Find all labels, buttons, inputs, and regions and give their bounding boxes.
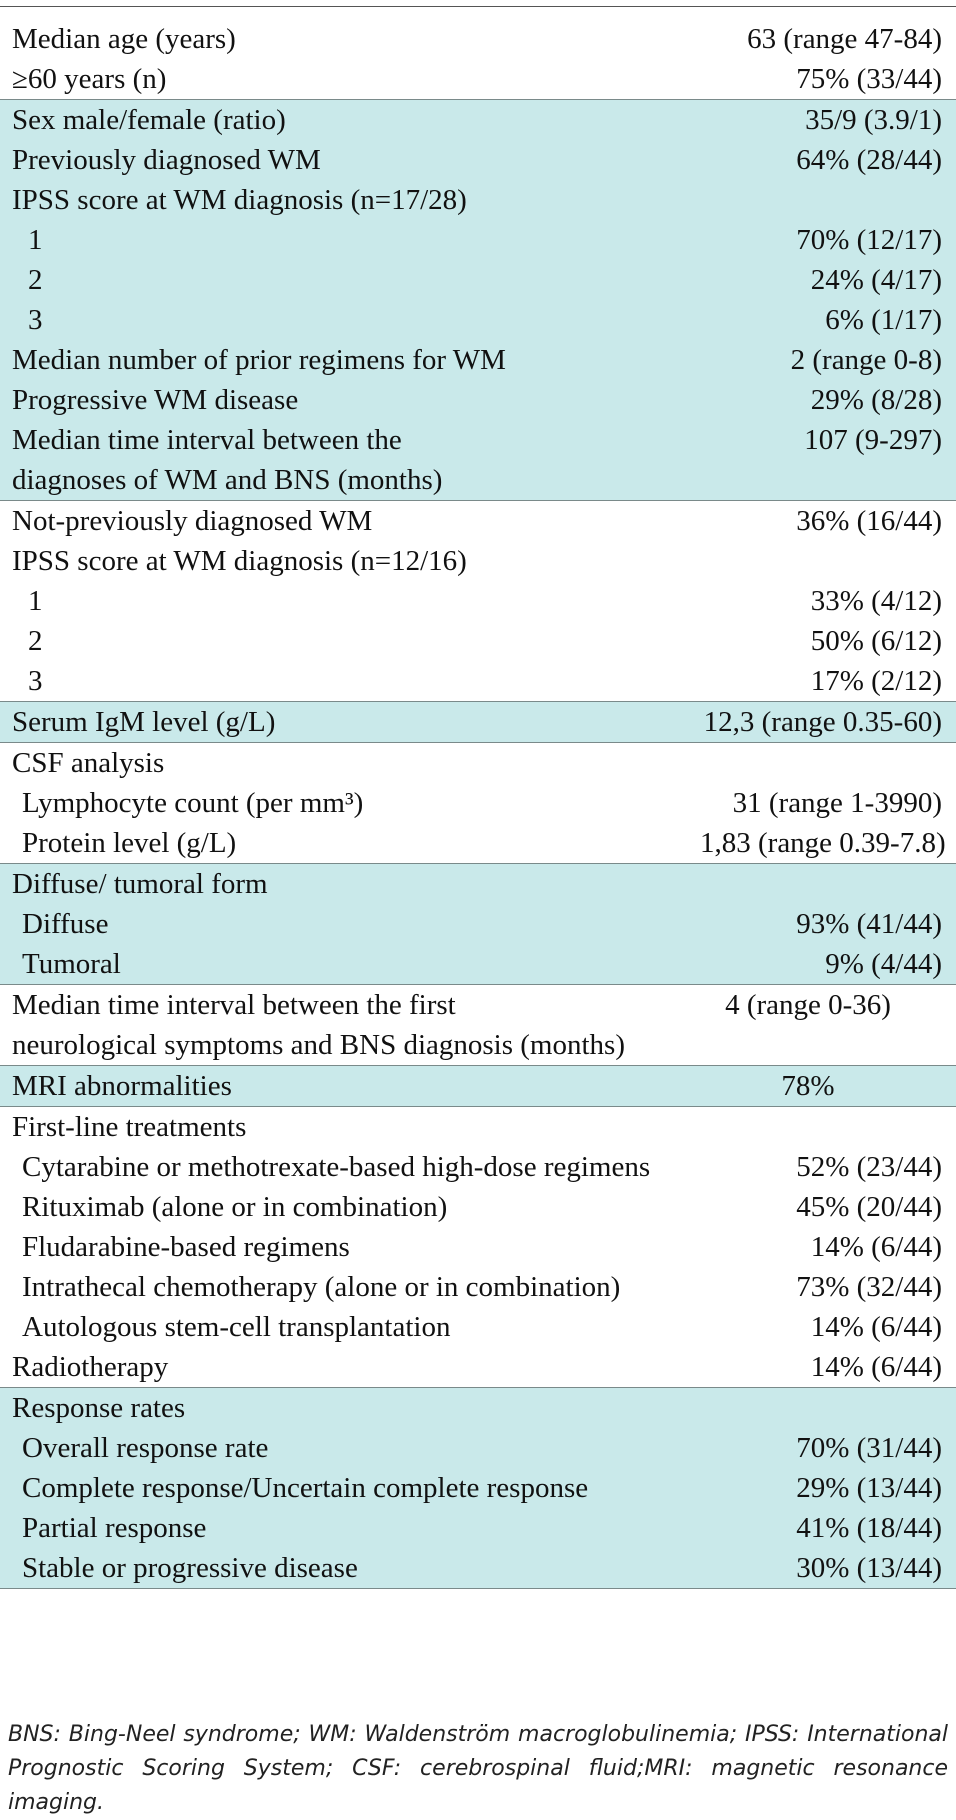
row-label: Protein level (g/L) xyxy=(22,827,237,859)
row-value: 70% (12/17) xyxy=(796,224,942,256)
table-row xyxy=(0,1227,956,1267)
row-value: 24% (4/17) xyxy=(810,264,942,296)
table-row xyxy=(0,380,956,420)
table-row xyxy=(0,904,956,944)
row-value: 45% (20/44) xyxy=(796,1191,942,1223)
row-label: Not-previously diagnosed WM xyxy=(12,505,373,537)
row-value: 41% (18/44) xyxy=(796,1512,942,1544)
row-label: Previously diagnosed WM xyxy=(12,144,321,176)
characteristics-table xyxy=(0,6,956,1589)
table-row xyxy=(0,260,956,300)
row-value: 29% (8/28) xyxy=(810,384,942,416)
row-label: MRI abnormalities xyxy=(12,1070,232,1102)
row-value: 14% (6/44) xyxy=(810,1311,942,1343)
table-row xyxy=(0,59,956,99)
table-row xyxy=(0,501,956,541)
row-label: Intrathecal chemotherapy (alone or in combination) xyxy=(22,1271,621,1303)
table-row xyxy=(0,340,956,380)
table-row xyxy=(0,140,956,180)
row-label: 2 xyxy=(28,264,43,296)
row-value: 1,83 (range 0.39-7.8) xyxy=(700,827,946,859)
table-row xyxy=(0,1107,956,1147)
row-label: Serum IgM level (g/L) xyxy=(12,706,276,738)
row-value: 73% (32/44) xyxy=(796,1271,942,1303)
row-label: Rituximab (alone or in combination) xyxy=(22,1191,448,1223)
row-value: 9% (4/44) xyxy=(825,948,942,980)
table-section xyxy=(0,7,956,100)
table-row xyxy=(0,581,956,621)
row-value: 36% (16/44) xyxy=(796,505,942,537)
row-value: 4 (range 0-36) xyxy=(725,989,891,1021)
row-value: 35/9 (3.9/1) xyxy=(805,104,942,136)
row-value: 63 (range 47-84) xyxy=(747,23,942,55)
table-row xyxy=(0,1428,956,1468)
row-label: Diffuse xyxy=(22,908,109,940)
table-row xyxy=(0,19,956,59)
table-row xyxy=(0,1548,956,1588)
row-value: 14% (6/44) xyxy=(810,1351,942,1383)
row-value: 107 (9-297) xyxy=(804,424,942,456)
row-value: 93% (41/44) xyxy=(796,908,942,940)
row-label: 1 xyxy=(28,585,43,617)
row-value: 64% (28/44) xyxy=(796,144,942,176)
table-section xyxy=(0,501,956,702)
table-row xyxy=(0,743,956,783)
table-section xyxy=(0,1107,956,1388)
row-label: Median time interval between the first neurological symptoms and BNS diagnosis (months) xyxy=(12,989,625,1061)
table-row xyxy=(0,864,956,904)
row-label: CSF analysis xyxy=(12,747,165,779)
row-value: 31 (range 1-3990) xyxy=(732,787,942,819)
row-label: 3 xyxy=(28,665,43,697)
table-row xyxy=(0,541,956,581)
table-row xyxy=(0,621,956,661)
row-value: 52% (23/44) xyxy=(796,1151,942,1183)
table-row xyxy=(0,1187,956,1227)
table-row xyxy=(0,985,956,1065)
table-row xyxy=(0,1147,956,1187)
row-value: 2 (range 0-8) xyxy=(790,344,942,376)
row-label: Sex male/female (ratio) xyxy=(12,104,286,136)
table-section xyxy=(0,702,956,743)
row-label: Fludarabine-based regimens xyxy=(22,1231,350,1263)
row-label: Tumoral xyxy=(22,948,121,980)
row-label: First-line treatments xyxy=(12,1111,247,1143)
table-row xyxy=(0,944,956,984)
table-row xyxy=(0,180,956,220)
table-section xyxy=(0,985,956,1066)
row-value: 29% (13/44) xyxy=(796,1472,942,1504)
row-label: Cytarabine or methotrexate-based high-dose regimens xyxy=(22,1151,651,1183)
table-section xyxy=(0,1388,956,1589)
row-value: 14% (6/44) xyxy=(810,1231,942,1263)
table-section xyxy=(0,743,956,864)
row-label: Partial response xyxy=(22,1512,207,1544)
table-row xyxy=(0,300,956,340)
row-value: 75% (33/44) xyxy=(796,63,942,95)
row-value: 6% (1/17) xyxy=(825,304,942,336)
row-label: Radiotherapy xyxy=(12,1351,169,1383)
row-label: IPSS score at WM diagnosis (n=17/28) xyxy=(12,184,467,216)
row-label: Stable or progressive disease xyxy=(22,1552,358,1584)
row-label: Progressive WM disease xyxy=(12,384,299,416)
row-label: Complete response/Uncertain complete response xyxy=(22,1472,589,1504)
row-value: 30% (13/44) xyxy=(796,1552,942,1584)
row-value: 12,3 (range 0.35-60) xyxy=(703,706,942,738)
row-value: 33% (4/12) xyxy=(810,585,942,617)
row-label: Lymphocyte count (per mm³) xyxy=(22,787,364,819)
table-row xyxy=(0,420,956,500)
table-row xyxy=(0,1508,956,1548)
row-value: 50% (6/12) xyxy=(810,625,942,657)
row-label: Overall response rate xyxy=(22,1432,269,1464)
row-label: IPSS score at WM diagnosis (n=12/16) xyxy=(12,545,467,577)
table-row xyxy=(0,1388,956,1428)
table-row xyxy=(0,783,956,823)
row-label: Autologous stem-cell transplantation xyxy=(22,1311,451,1343)
table-row xyxy=(0,1347,956,1387)
table-row xyxy=(0,661,956,701)
row-value: 78% xyxy=(781,1070,835,1102)
row-label: 3 xyxy=(28,304,43,336)
row-label: ≥60 years (n) xyxy=(12,63,167,95)
table-row xyxy=(0,1066,956,1106)
table-row xyxy=(0,1468,956,1508)
table-section xyxy=(0,100,956,501)
table-row xyxy=(0,100,956,140)
table-row xyxy=(0,702,956,742)
row-label: Median time interval between the diagnoses of WM and BNS (months) xyxy=(12,424,443,496)
table-row xyxy=(0,1267,956,1307)
row-label: Response rates xyxy=(12,1392,186,1424)
table-row xyxy=(0,1307,956,1347)
table-footnote: BNS: Bing-Neel syndrome; WM: Waldenström macroglobulinemia; IPSS: International Prognostic Scoring System; CSF: cerebrospinal fluid;MRI: magnetic resonance imaging. xyxy=(8,1722,948,1815)
table-section xyxy=(0,1066,956,1107)
table-section xyxy=(0,864,956,985)
row-label: Diffuse/ tumoral form xyxy=(12,868,268,900)
row-label: Median age (years) xyxy=(12,23,236,55)
table-row xyxy=(0,220,956,260)
row-label: 2 xyxy=(28,625,43,657)
row-label: 1 xyxy=(28,224,43,256)
row-label: Median number of prior regimens for WM xyxy=(12,344,506,376)
table-row xyxy=(0,823,956,863)
row-value: 70% (31/44) xyxy=(796,1432,942,1464)
row-value: 17% (2/12) xyxy=(810,665,942,697)
